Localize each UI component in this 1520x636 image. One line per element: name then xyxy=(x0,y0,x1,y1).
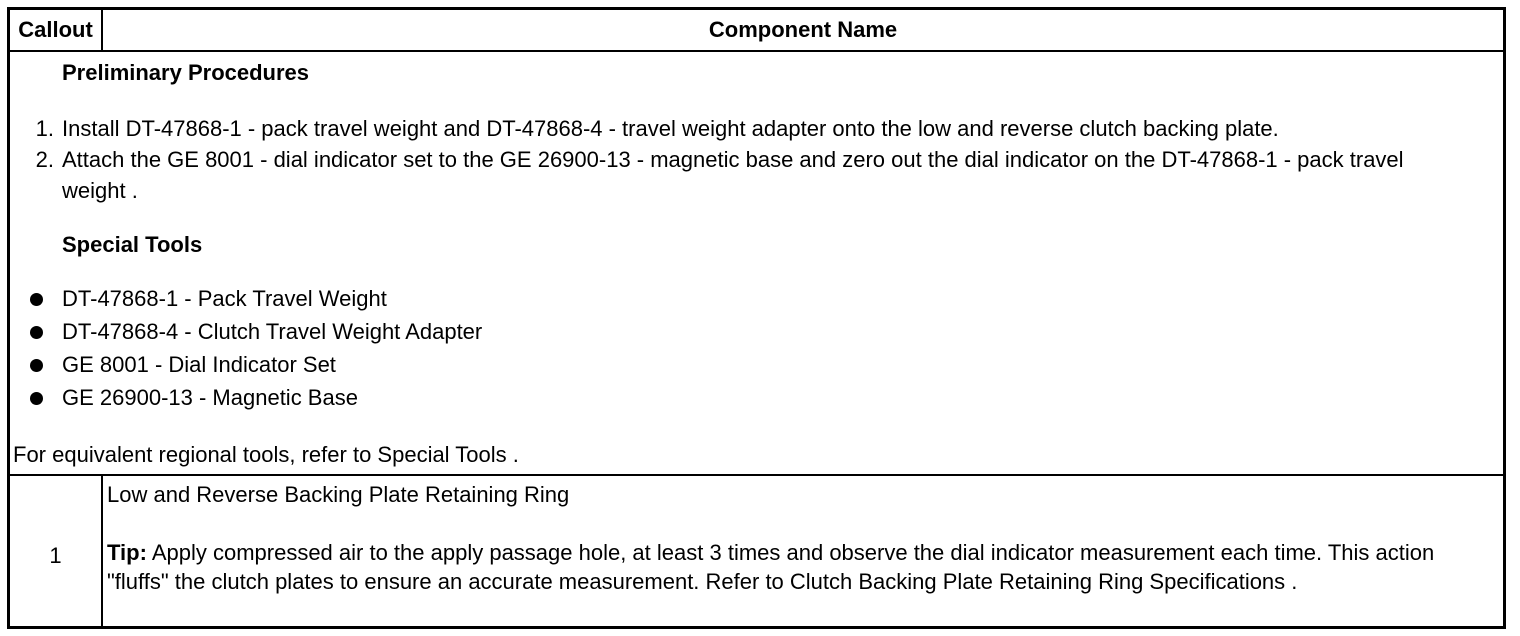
tip-paragraph xyxy=(107,538,1493,596)
step-number: 2. xyxy=(35,147,54,172)
procedure-section xyxy=(10,50,1503,476)
component-name-column-header: Component Name xyxy=(708,17,898,42)
special-tool-item xyxy=(62,349,1473,380)
step-number: 1. xyxy=(35,116,54,141)
component-table xyxy=(7,7,1506,629)
regional-tools-note: For equivalent regional tools, refer to Special Tools . xyxy=(13,442,519,467)
special-tool-item xyxy=(62,283,1473,314)
special-tool-label: GE 26900-13 - Magnetic Base xyxy=(62,385,358,410)
table-row xyxy=(10,474,1503,626)
special-tool-label: DT-47868-4 - Clutch Travel Weight Adapter xyxy=(62,319,483,344)
row-callout: 1 xyxy=(10,474,103,626)
bullet-icon xyxy=(30,326,43,339)
special-tool-label: GE 8001 - Dial Indicator Set xyxy=(62,352,336,377)
special-tool-item xyxy=(62,316,1473,347)
preliminary-procedures-heading: Preliminary Procedures xyxy=(62,60,310,85)
step-text: Attach the GE 8001 - dial indicator set to the GE 26900-13 - magnetic base and zero out the dial indicator on the DT-47868-1 - pack travel weight . xyxy=(62,147,1404,203)
tip-text: Apply compressed air to the apply passage hole, at least 3 times and observe the dial indicator measurement each time. This action "fluffs" the clutch plates to ensure an accurate measurement. Refer to Clutch Backing Plate Retaining Ring Specifications . xyxy=(107,540,1435,594)
step-text: Install DT-47868-1 - pack travel weight and DT-47868-4 - travel weight adapter onto the low and reverse clutch backing plate. xyxy=(62,116,1279,141)
bullet-icon xyxy=(30,359,43,372)
procedure-step-1 xyxy=(35,113,1473,144)
tip-label: Tip: xyxy=(107,540,147,565)
special-tool-label: DT-47868-1 - Pack Travel Weight xyxy=(62,286,387,311)
bullet-icon xyxy=(30,392,43,405)
table-header-row xyxy=(10,10,1503,52)
row-component-cell xyxy=(103,474,1503,626)
component-name: Low and Reverse Backing Plate Retaining Ring xyxy=(107,482,570,507)
special-tool-item xyxy=(62,382,1473,413)
bullet-icon xyxy=(30,293,43,306)
callout-column-header: Callout xyxy=(10,10,103,50)
procedure-step-2 xyxy=(35,144,1473,206)
special-tools-heading: Special Tools xyxy=(62,232,203,257)
